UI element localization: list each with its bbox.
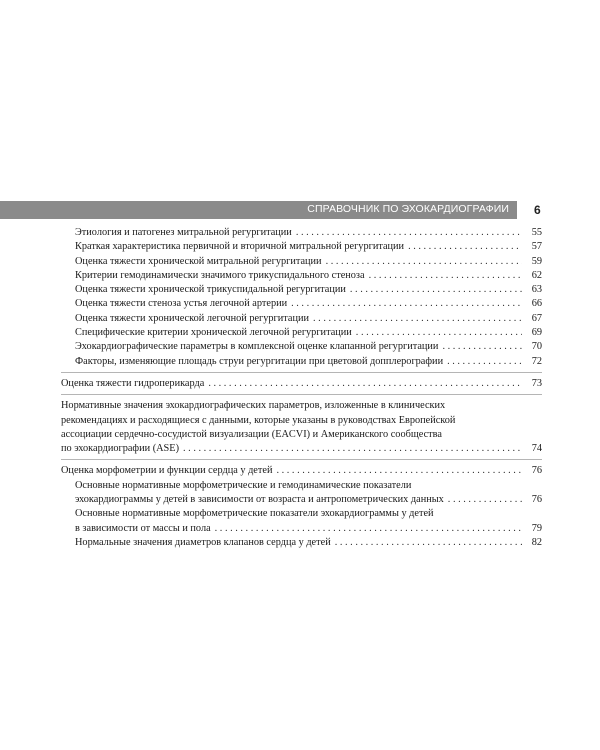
toc-entry-page: 63 [531, 284, 542, 296]
toc-entry-page: 82 [531, 536, 542, 548]
toc-entry-line: ассоциации сердечно-сосудистой визуализации (EACVI) и Американского сообщества [61, 428, 442, 440]
toc-entry-page: 55 [531, 227, 542, 238]
toc-entry-page: 76 [531, 494, 542, 506]
toc-entry-line: эхокардиограммы у детей в зависимости от возраста и антропометрических данных . . . [75, 493, 522, 507]
toc-entry-pulmonary-regurgitation[interactable] [61, 312, 542, 326]
toc-entry-text: Оценка тяжести хронической легочной регургитации . . . [75, 312, 522, 326]
running-header-bar [0, 201, 517, 219]
toc-entry-line: Нормативные значения эхокардиографических параметров, изложенные в клинических [61, 400, 446, 412]
toc-entry-text: Критерии гемодинамически значимого трикуспидального стеноза . . . [75, 269, 522, 283]
toc-entry-tricuspid-regurgitation[interactable] [61, 283, 542, 297]
toc-entry-page: 66 [531, 298, 542, 310]
toc-entry-page: 72 [531, 355, 542, 367]
toc-entry-page: 79 [531, 522, 542, 534]
toc-entry-page: 73 [531, 377, 542, 389]
toc-section-normative-values[interactable] [61, 399, 542, 456]
toc-entry-children-hemodynamics[interactable] [61, 479, 542, 508]
toc-entry-page: 74 [531, 443, 542, 455]
toc-entry-line: рекомендациях и расходящиеся с данными, которые указаны в руководствах Европейской [61, 414, 456, 426]
toc-entry-text: Этиология и патогенез митральной регургитации . . . [75, 226, 522, 240]
toc-section-hydropericardium[interactable] [61, 377, 542, 391]
toc-entry-text [75, 507, 522, 536]
toc-entry-text: Оценка тяжести хронической митральной регургитации . . . [75, 255, 522, 269]
toc-entry-text [75, 536, 522, 550]
page-number: 6 [534, 203, 541, 217]
toc-entry-line: Основные нормативные морфометрические и гемодинамические показатели [75, 479, 412, 491]
toc-entry-text: Оценка тяжести гидроперикарда . . . [61, 377, 522, 391]
toc-entry-text: Специфические критерии хронической легочной регургитации . . . [75, 326, 522, 340]
toc-entry-children-valve-diameters[interactable] [61, 536, 542, 550]
toc-entry-page: 57 [531, 241, 542, 253]
toc-entry-page: 59 [531, 255, 542, 267]
toc-entry-tricuspid-stenosis[interactable] [61, 269, 542, 283]
toc-entry-echo-parameters[interactable] [61, 340, 542, 354]
toc-entry-line: Нормальные значения диаметров клапанов сердца у детей . . . [75, 536, 522, 550]
section-divider [61, 459, 542, 460]
toc-entry-text: Оценка морфометрии и функции сердца у детей . . . [61, 464, 522, 478]
toc-entry-line: в зависимости от массы и пола . . . [75, 522, 522, 536]
toc-entry-children-morphometry[interactable] [61, 507, 542, 536]
toc-entry-text: Факторы, изменяющие площадь струи регургитации при цветовой допплерографии . . . [75, 355, 522, 369]
toc-entry-text: Эхокардиографические параметры в комплексной оценке клапанной регургитации . . . [75, 340, 522, 354]
section-divider [61, 394, 542, 395]
toc-entry-text: Краткая характеристика первичной и вторичной митральной регургитации . . . [75, 240, 522, 254]
toc-entry-page: 67 [531, 312, 542, 324]
table-of-contents [61, 226, 542, 550]
toc-entry-jet-area-factors[interactable] [61, 355, 542, 369]
toc-entry-line: по эхокардиографии (ASE) . . . [61, 442, 522, 456]
toc-entry-page: 70 [531, 341, 542, 353]
toc-entry-pulmonary-criteria[interactable] [61, 326, 542, 340]
toc-entry-mitral-characteristics[interactable] [61, 240, 542, 254]
toc-entry-mitral-severity[interactable] [61, 255, 542, 269]
toc-entry-page: 62 [531, 269, 542, 281]
section-divider [61, 372, 542, 373]
toc-entry-mitral-etiology[interactable] [61, 226, 542, 240]
toc-entry-line: Основные нормативные морфометрические показатели эхокардиограммы у детей [75, 508, 434, 520]
running-header-title: СПРАВОЧНИК ПО ЭХОКАРДИОГРАФИИ [307, 203, 509, 215]
toc-entry-text: Оценка тяжести стеноза устья легочной артерии . . . [75, 297, 522, 311]
toc-entry-text [75, 479, 522, 508]
toc-entry-pulmonary-stenosis[interactable] [61, 297, 542, 311]
toc-entry-text: Оценка тяжести хронической трикуспидальной регургитации . . . [75, 283, 522, 297]
toc-entry-text [61, 399, 522, 456]
toc-section-children[interactable] [61, 464, 542, 478]
toc-entry-page: 76 [531, 465, 542, 477]
toc-entry-page: 69 [531, 327, 542, 339]
